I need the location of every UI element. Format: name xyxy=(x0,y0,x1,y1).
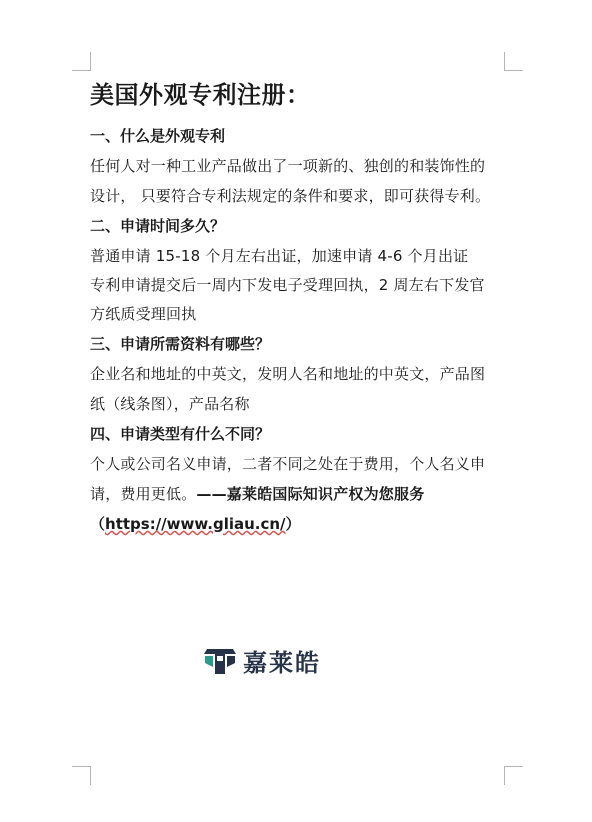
paragraph-line xyxy=(90,479,520,509)
section-application-time xyxy=(90,211,520,329)
section-heading: 三、申请所需资料有哪些？ xyxy=(90,335,271,353)
crop-mark-bottom-left xyxy=(72,766,91,785)
paragraph-line: 专利申请提交后一周内下发电子受理回执，2 周左右下发官 xyxy=(90,276,485,294)
paragraph-line: 纸（线条图），产品名称 xyxy=(90,395,250,413)
paragraph-line: 设计， 只要符合专利法规定的条件和要求，即可获得专利。 xyxy=(90,187,491,205)
website-link[interactable]: https://www.gliau.cn/ xyxy=(105,515,286,533)
paragraph-line: 个人或公司名义申请，二者不同之处在于费用，个人名义申 xyxy=(90,455,486,473)
crop-mark-bottom-right xyxy=(504,766,523,785)
section-what-is-design-patent xyxy=(90,121,520,211)
paragraph-line: 方纸质受理回执 xyxy=(90,305,197,323)
paragraph-line: 任何人对一种工业产品做出了一项新的、独创的和装饰性的 xyxy=(90,157,486,175)
company-logo xyxy=(203,640,321,680)
section-required-materials xyxy=(90,329,520,419)
section-heading: 四、申请类型有什么不同？ xyxy=(90,425,271,443)
crop-mark-top-right xyxy=(504,52,523,71)
service-slogan: ——嘉莱皓国际知识产权为您服务 xyxy=(196,485,425,503)
section-application-types xyxy=(90,419,520,539)
document-body xyxy=(90,78,520,539)
jialaihao-logo-icon xyxy=(203,643,237,677)
paragraph-line: 普通申请 15-18 个月左右出证，加速申请 4-6 个月出证 xyxy=(90,247,469,265)
logo-text: 嘉莱皓 xyxy=(243,648,321,677)
link-open-paren: （ xyxy=(90,515,106,533)
section-heading: 二、申请时间多久？ xyxy=(90,217,226,235)
document-title: 美国外观专利注册： xyxy=(90,81,311,109)
paragraph-text: 请，费用更低。 xyxy=(90,485,197,503)
link-close-paren: ） xyxy=(285,515,301,533)
website-link-line xyxy=(90,509,520,539)
crop-mark-top-left xyxy=(72,52,91,71)
paragraph-line: 企业名和地址的中英文，发明人名和地址的中英文，产品图 xyxy=(90,365,486,383)
section-heading: 一、什么是外观专利 xyxy=(90,127,226,145)
